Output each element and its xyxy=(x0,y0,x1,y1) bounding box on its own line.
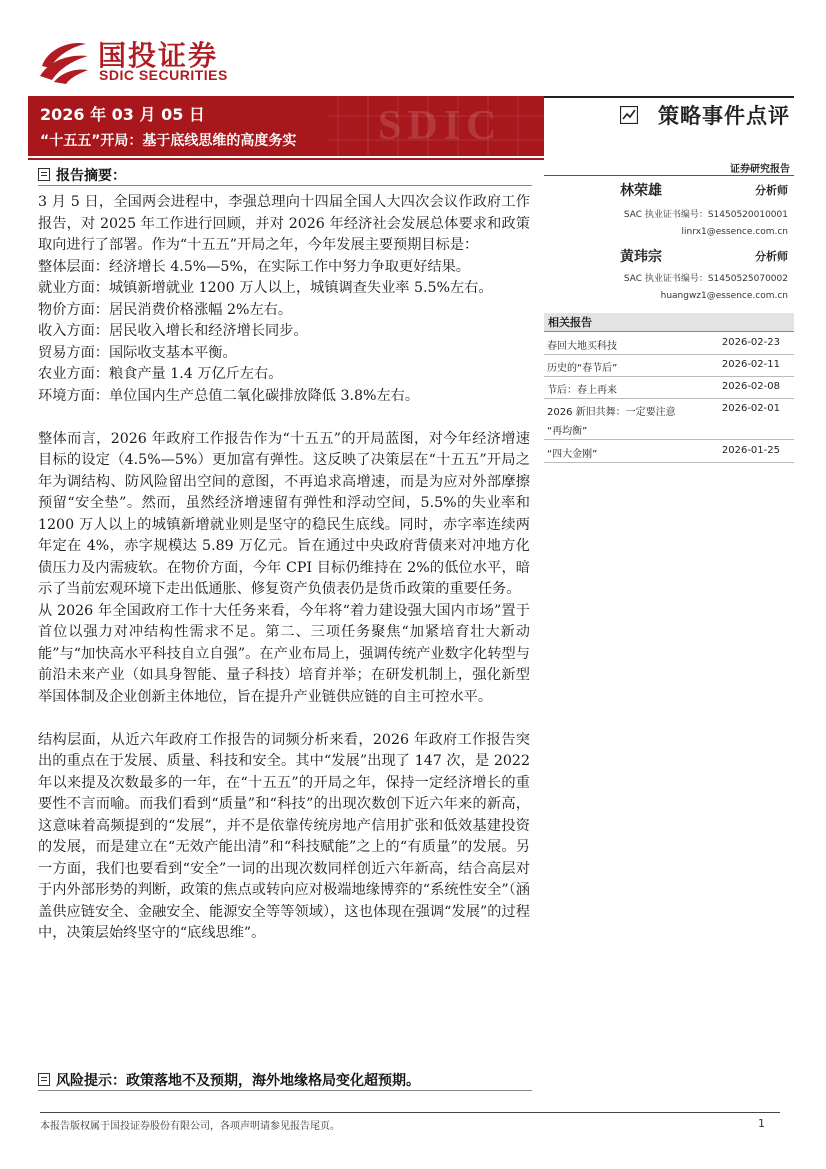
category-title: 策略事件点评 xyxy=(658,104,790,128)
analyst-1-email[interactable]: linrx1@essence.com.cn xyxy=(681,227,788,237)
related-report-item[interactable] xyxy=(544,441,794,463)
related-report-item[interactable] xyxy=(544,377,794,399)
company-logo xyxy=(38,34,268,86)
related-report-date: 2026-02-08 xyxy=(721,381,780,392)
risk-rule xyxy=(38,1090,532,1091)
footer-disclaimer: 本报告版权属于国投证券股份有限公司，各项声明请参见报告尾页。 xyxy=(40,1121,340,1132)
category-subtitle: 证券研究报告 xyxy=(730,164,790,175)
related-report-date: 2026-01-25 xyxy=(721,445,780,456)
related-report-date: 2026-02-23 xyxy=(721,337,780,348)
analyst-2-sac: SAC 执业证书编号：S1450525070002 xyxy=(623,274,788,284)
report-date: 2026 年 03 月 05 日 xyxy=(40,105,205,124)
analyst-1-sac: SAC 执业证书编号：S1450520010001 xyxy=(623,210,788,220)
page-number: 1 xyxy=(758,1117,765,1130)
analyst-1-role: 分析师 xyxy=(755,184,788,197)
target-item: 贸易方面：国际收支基本平衡。 xyxy=(38,344,237,361)
right-column-rule xyxy=(544,175,794,176)
analyst-2-name: 黄玮宗 xyxy=(620,249,662,265)
report-category xyxy=(544,96,794,132)
logo-name-en: SDIC SECURITIES xyxy=(99,67,228,83)
summary-heading-rule xyxy=(38,185,532,186)
footer-rule xyxy=(40,1112,780,1113)
related-report-title: 历史的“春节后” xyxy=(547,363,618,374)
target-item: 物价方面：居民消费价格涨幅 2%左右。 xyxy=(38,301,293,318)
target-item: 环境方面：单位国内生产总值二氧化碳排放降低 3.8%左右。 xyxy=(38,387,420,404)
related-report-date: 2026-02-01 xyxy=(721,403,780,414)
related-report-date: 2026-02-11 xyxy=(721,359,780,370)
related-report-title-cont: “再均衡” xyxy=(547,426,588,437)
logo-name-cn: 国投证券 xyxy=(98,39,219,72)
banner-watermark: SDIC xyxy=(378,103,503,149)
summary-paragraph-tasks: 从 2026 年全国政府工作十大任务来看，今年将“着力建设强大国内市场”置于首位以强力对冲结构性需求不足。第二、三项任务聚焦“加紧培育壮大新动能”与“加快高水平科技自立自强”。在产业布局上，强调传统产业数字化转型与前沿未来产业（如具身智能、量子科技）培育并举；在研发机制上，强化新型举国体制及企业创新主体地位，旨在提升产业链供应链的自主可控水平。 xyxy=(38,602,530,705)
related-reports-heading: 相关报告 xyxy=(548,316,592,329)
paragraph-gap xyxy=(38,708,530,730)
report-title: “十五五”开局：基于底线思维的高度务实 xyxy=(40,133,297,149)
section-icon xyxy=(38,1073,50,1086)
related-report-item[interactable] xyxy=(544,355,794,377)
related-report-title: 节后：春上再来 xyxy=(547,385,617,396)
related-report-title: “四大金刚” xyxy=(547,449,598,460)
target-item: 收入方面：居民收入增长和经济增长同步。 xyxy=(38,323,308,339)
risk-warning xyxy=(38,1070,420,1090)
analyst-2-email[interactable]: huangwz1@essence.com.cn xyxy=(660,291,788,301)
related-report-title: 春回大地买科技 xyxy=(547,341,617,352)
risk-warning-text: 风险提示：政策落地不及预期，海外地缘格局变化超预期。 xyxy=(56,1073,420,1089)
chart-line-icon xyxy=(620,106,638,124)
target-item: 整体层面：经济增长 4.5%—5%，在实际工作中努力争取更好结果。 xyxy=(38,258,470,275)
paragraph-gap xyxy=(38,407,530,429)
related-reports-header xyxy=(544,313,794,332)
related-report-title: 2026 新旧共舞：一定要注意 xyxy=(547,407,676,418)
section-icon xyxy=(38,168,50,181)
related-report-item[interactable] xyxy=(544,399,794,440)
analyst-2-role: 分析师 xyxy=(755,250,788,263)
target-item: 就业方面：城镇新增就业 1200 万人以上，城镇调查失业率 5.5%左右。 xyxy=(38,280,493,296)
banner-divider xyxy=(28,158,544,160)
summary-paragraph-intro: 3 月 5 日，全国两会进程中，李强总理向十四届全国人大四次会议作政府工作报告，对 2025 年工作进行回顾，并对 2026 年经济社会发展总体要求和政策取向进行了部署。作为“十五五”开局之年，今年发展主要预期目标是： xyxy=(38,194,530,253)
summary-body xyxy=(38,192,530,945)
summary-paragraph-overview: 整体而言，2026 年政府工作报告作为“十五五”的开局蓝图，对今年经济增速目标的设定（4.5%—5%）更加富有弹性。这反映了决策层在“十五五”开局之年为调结构、防风险留出空间的意图，不再追求高增速，而是为应对外部摩擦预留“安全垫”。然而，虽然经济增速留有弹性和浮动空间，5.5%的失业率和 1200 万人以上的城镇新增就业则是坚守的稳民生底线。同时，赤字率连续两年定在 4%，赤字规模达 5.89 万亿元。旨在通过中央政府背债来对冲地方化债压力及内需疲软。在物价方面，今年 CPI 目标仍维持在 2%的低位水平，暗示了当前宏观环境下走出低通胀、修复资产负债表仍是货币政策的重要任务。 xyxy=(38,430,530,597)
report-banner xyxy=(28,96,544,156)
summary-heading xyxy=(38,165,126,185)
sdic-logo-mark-icon xyxy=(38,36,90,84)
summary-heading-text: 报告摘要： xyxy=(56,168,126,184)
related-report-item[interactable] xyxy=(544,333,794,355)
summary-paragraph-structure: 结构层面，从近六年政府工作报告的词频分析来看，2026 年政府工作报告突出的重点在于发展、质量、科技和安全。其中“发展”出现了 147 次，是 2022 年以来提及次数最多的一年，在“十五五”的开局之年，保持一定经济增长的重要性不言而喻。而我们看到“质量”和“科技”的出现次数创下近六年来的新高，这意味着高频提到的“发展”，并不是依靠传统房地产信用扩张和低效基建投资的发展，而是建立在“无效产能出清”和“科技赋能”之上的“有质量”的发展。另一方面，我们也要看到“安全”一词的出现次数同样创近六年新高，结合高层对于内外部形势的判断，政策的焦点或转向应对极端地缘博弈的“系统性安全”（涵盖供应链安全、金融安全、能源安全等等领域），这也体现在强调“发展”的过程中，决策层始终坚守的“底线思维”。 xyxy=(38,731,530,941)
analyst-1-name: 林荣雄 xyxy=(620,183,662,199)
target-item: 农业方面：粮食产量 1.4 万亿斤左右。 xyxy=(38,366,283,382)
